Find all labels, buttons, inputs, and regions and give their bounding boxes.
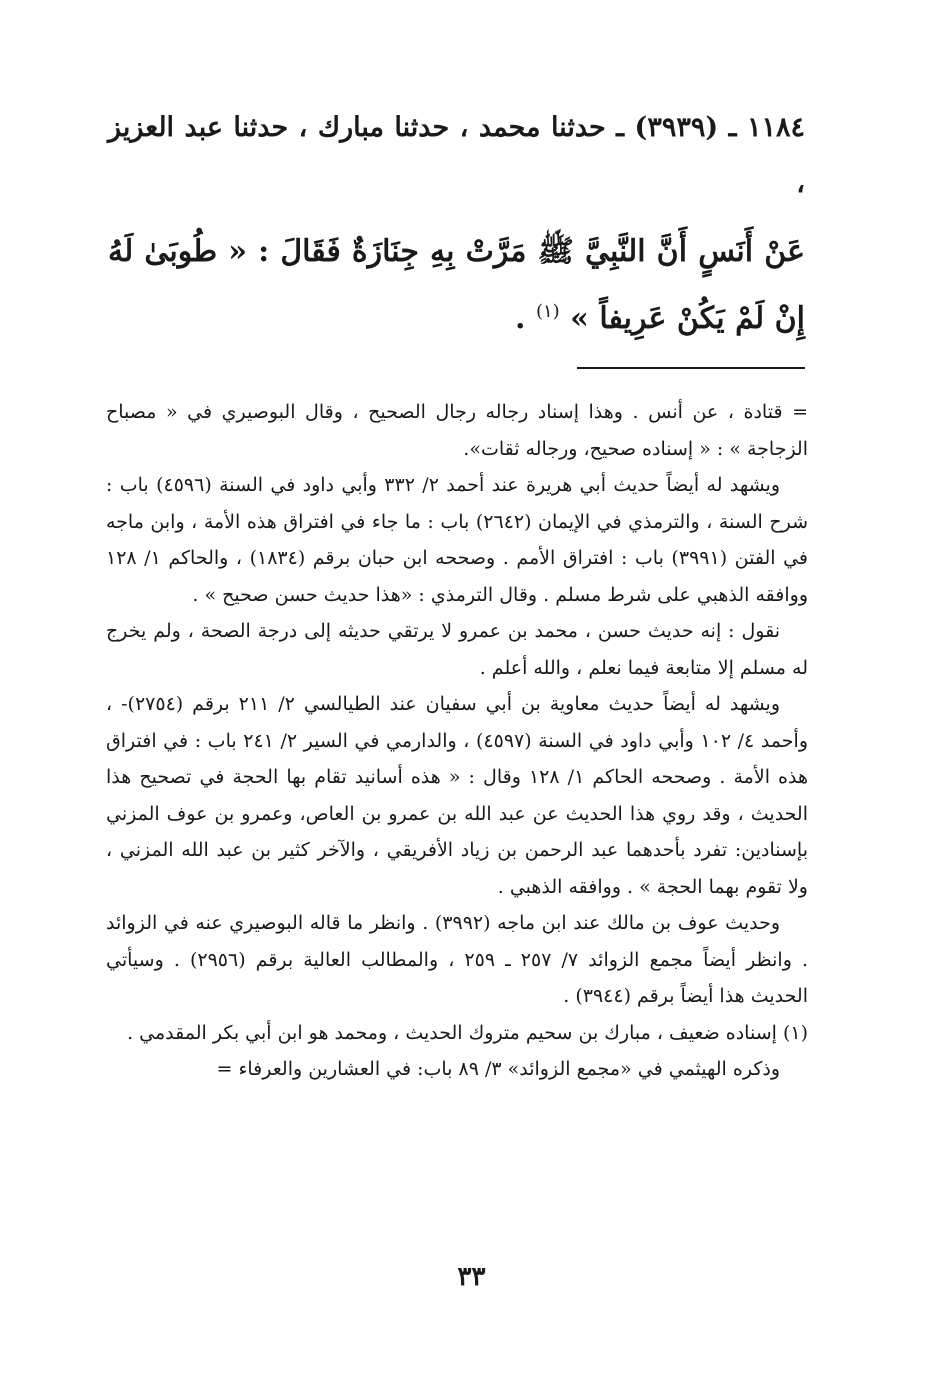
- footnote-marker: (١): [535, 301, 560, 322]
- footnote-1: (١) إسناده ضعيف ، مبارك بن سحيم متروك الحديث ، ومحمد هو ابن أبي بكر المقدمي .: [127, 1021, 808, 1044]
- hadith-block: [108, 100, 805, 349]
- hadith-end-punct: .: [515, 301, 526, 336]
- footnotes: [106, 394, 808, 1088]
- note-paragraph: وحديث عوف بن مالك عند ابن ماجه (٣٩٩٢) . وانظر ما قاله البوصيري عنه في الزوائد . وانظر أيضاً مجمع الزوائد ٧/ ٢٥٧ ـ ٢٥٩ ، والمطالب العالية برقم (٢٩٥٦) . وسيأتي الحديث هذا أيضاً برقم (٣٩٤٤) .: [106, 912, 808, 1007]
- footnote-separator: [577, 367, 805, 369]
- note-paragraph: نقول : إنه حديث حسن ، محمد بن عمرو لا يرتقي حديثه إلى درجة الصحة ، ولم يخرج له مسلم إلا متابعة فيما نعلم ، والله أعلم .: [106, 620, 808, 679]
- hadith-isnad: ١١٨٤ ـ (٣٩٣٩) ـ حدثنا محمد ، حدثنا مبارك ، حدثنا عبد العزيز ،: [108, 112, 805, 199]
- note-paragraph-continued: = قتادة ، عن أنس . وهذا إسناد رجاله رجال الصحيح ، وقال البوصيري في « مصباح الزجاجة » : « إسناده صحيح، ورجاله ثقات».: [106, 401, 808, 460]
- hadith-matn-text: عَنْ أَنَسٍ أَنَّ النَّبِيَّ ﷺ مَرَّتْ بِهِ جِنَازَةٌ فَقَالَ : « طُوبَىٰ لَهُ إِنْ لَمْ يَكُنْ عَرِيفاً »: [108, 234, 805, 336]
- note-paragraph-continues: وذكره الهيثمي في «مجمع الزوائد» ٣/ ٨٩ باب: في العشارين والعرفاء =: [216, 1058, 780, 1080]
- note-paragraph: ويشهد له أيضاً حديث أبي هريرة عند أحمد ٢/ ٣٣٢ وأبي داود في السنة (٤٥٩٦) باب : شرح السنة ، والترمذي في الإيمان (٢٦٤٢) باب : ما جاء في افتراق هذه الأمة ، وابن ماجه في الفتن (٣٩٩١) باب : افتراق الأمم . وصححه ابن حبان برقم (١٨٣٤) ، والحاكم ١/ ١٢٨ ووافقه الذهبي على شرط مسلم . وقال الترمذي : «هذا حديث حسن صحيح » .: [106, 474, 808, 606]
- hadith-matn: [108, 222, 805, 349]
- note-paragraph: ويشهد له أيضاً حديث معاوية بن أبي سفيان عند الطيالسي ٢/ ٢١١ برقم (٢٧٥٤)- ، وأحمد ٤/ ١٠٢ وأبي داود في السنة (٤٥٩٧) ، والدارمي في السير ٢/ ٢٤١ باب : في افتراق هذه الأمة . وصححه الحاكم ١/ ١٢٨ وقال : « هذه أسانيد تقام بها الحجة في تصحيح هذا الحديث ، وقد روي هذا الحديث عن عبد الله بن عمرو بن العاص، وعمرو بن عوف المزني بإسنادين: تفرد بأحدهما عبد الرحمن بن زياد الأفريقي ، والآخر كثير بن عبد الله المزني ، ولا تقوم بهما الحجة » . ووافقه الذهبي .: [106, 693, 808, 898]
- page-number: ٣٣: [457, 1262, 486, 1292]
